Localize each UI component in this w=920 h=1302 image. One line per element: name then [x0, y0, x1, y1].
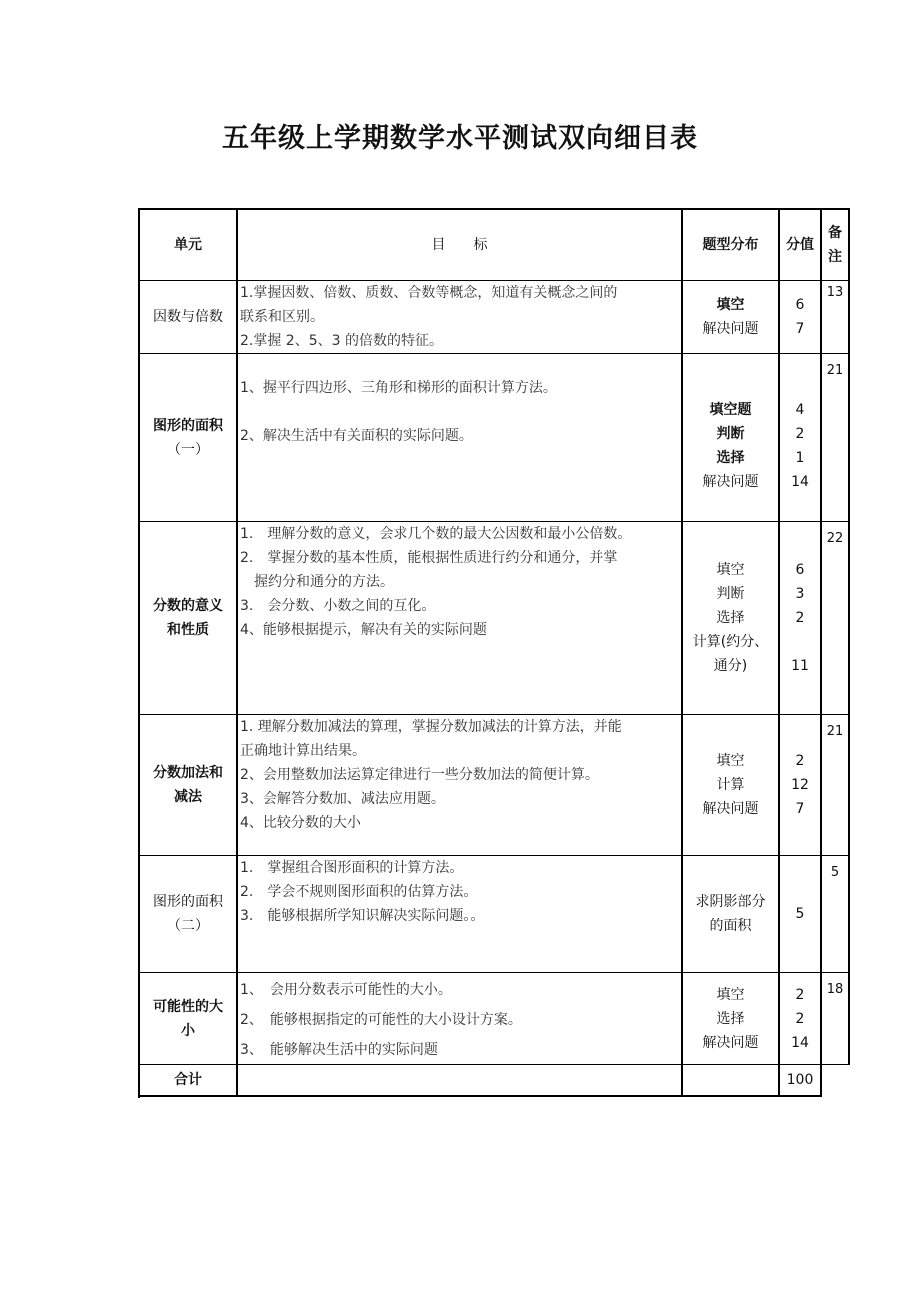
row6-unit: 可能性的大 小 [153, 998, 223, 1039]
row3-note: 22 [826, 531, 844, 546]
total-score: 100 [786, 1072, 814, 1088]
row2-goals: 1、握平行四边形、三角形和梯形的面积计算方法。 2、解决生活中有关面积的实际问题。 [240, 380, 557, 444]
header-goal: 目 标 [431, 237, 488, 253]
row2-unit: 图形的面积 （一） [153, 417, 223, 458]
row5-unit: 图形的面积 （二） [153, 894, 223, 934]
row2-types: 填空题 判断 选择 解决问题 [702, 401, 759, 490]
row6-scores: 2 2 14 [791, 986, 809, 1051]
header-unit: 单元 [174, 237, 202, 253]
row4-unit: 分数加法和 减法 [153, 765, 223, 805]
header-score: 分值 [786, 237, 814, 253]
row3-types: 填空 判断 选择 计算(约分、 通分) [692, 562, 769, 674]
row6-goals: 1、 会用分数表示可能性的大小。 2、 能够根据指定的可能性的大小设计方案。 3、 能够解决生活中的实际问题 [240, 982, 522, 1058]
row4-goals: 1. 理解分数加减法的算理，掌握分数加减法的计算方法，并能 正确地计算出结果。 2、会用整数加法运算定律进行一些分数加法的简便计算。 3、会解答分数加、减法应用题。 4、比较分数的大小 [240, 719, 622, 831]
row1-unit: 因数与倍数 [153, 309, 223, 325]
table-border-right [848, 208, 850, 1065]
row5-goals: 1. 掌握组合图形面积的计算方法。 2. 学会不规则图形面积的估算方法。 3. 能够根据所学知识解决实际问题。。 [240, 860, 485, 924]
table-border-bottom [138, 1095, 821, 1097]
document-title: 五年级上学期数学水平测试双向细目表 [222, 123, 698, 154]
header-note [822, 210, 848, 280]
row5-note: 5 [830, 865, 840, 880]
row4-scores: 2 12 7 [791, 753, 809, 817]
row6-note: 18 [826, 982, 844, 997]
row1-goals: 1.掌握因数、倍数、质数、合数等概念，知道有关概念之间的 联系和区别。 2.掌握 2、5、3 的倍数的特征。 [240, 285, 618, 349]
detail-table [138, 208, 850, 1098]
row3-scores: 6 3 2 11 [791, 562, 809, 674]
row1-scores: 6 7 [795, 297, 805, 337]
row1-types: 填空 解决问题 [702, 297, 759, 337]
row6-types: 填空 选择 解决问题 [702, 986, 759, 1051]
row2-scores: 4 2 1 14 [791, 401, 809, 490]
row5-scores: 5 [795, 906, 805, 922]
header-type: 题型分布 [702, 237, 759, 253]
header-note-line1: 备 [828, 225, 842, 241]
total-label: 合计 [174, 1072, 202, 1088]
row2-note: 21 [826, 363, 844, 378]
row3-goals: 1. 理解分数的意义，会求几个数的最大公因数和最小公倍数。 2. 掌握分数的基本性质，能根据性质进行约分和通分，并掌 握约分和通分的方法。 3. 会分数、小数之间的互化。 4、能够根据提示，解决有关的实际问题 [240, 526, 632, 638]
header-note-line2: 注 [828, 249, 842, 265]
row1-note: 13 [826, 285, 844, 300]
row4-types: 填空 计算 解决问题 [702, 753, 759, 817]
row4-note: 21 [826, 724, 844, 739]
row3-unit: 分数的意义 和性质 [153, 598, 223, 638]
row5-types: 求阴影部分 的面积 [695, 894, 766, 934]
